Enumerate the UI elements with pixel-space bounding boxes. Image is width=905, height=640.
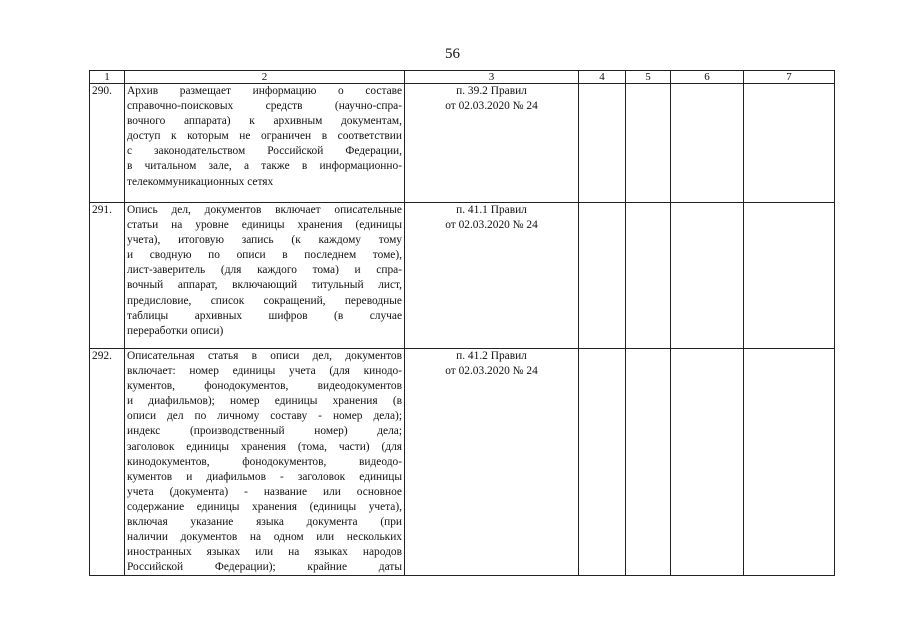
text-line: вочного аппарата) к архивным документам, [127, 115, 402, 128]
reference-line: от 02.03.2020 № 24 [445, 219, 538, 232]
text-line: индекс (производственный номер) дела; [127, 425, 402, 438]
row-number: 291. [90, 203, 125, 349]
text-line: статьи на уровне единицы хранения (единицы [127, 219, 402, 232]
text-line: включает: номер единицы учета (для кинодо- [127, 365, 402, 378]
requirement-text [125, 203, 405, 349]
text-line: таблицы архивных шифров (в случае [127, 309, 402, 322]
table-row [90, 203, 835, 349]
table-row [90, 349, 835, 576]
reference-line: от 02.03.2020 № 24 [445, 365, 538, 378]
text-line: Архив размещает информацию о составе [127, 85, 402, 97]
empty-cell [626, 84, 671, 203]
text-line: и сводную по описи в последнем томе), [127, 249, 402, 262]
text-line: предисловие, список сокращений, переводные [127, 294, 402, 307]
reference-line: п. 39.2 Правил [456, 85, 527, 97]
text-line: телекоммуникационных сетях [127, 175, 274, 188]
column-header: 5 [626, 71, 671, 84]
reference-line: от 02.03.2020 № 24 [445, 100, 538, 113]
column-header: 7 [744, 71, 835, 84]
row-number: 290. [90, 84, 125, 203]
text-line: учета), итоговую запись (к каждому тому [127, 234, 402, 247]
table-header-row [90, 71, 835, 84]
text-line: иностранных языках или на языках народов [127, 546, 402, 559]
text-line: включая указание языка документа (при [127, 516, 402, 529]
requirement-text [125, 349, 405, 576]
legal-reference [405, 349, 579, 576]
legal-reference [405, 84, 579, 203]
empty-cell [579, 349, 626, 576]
column-header: 3 [405, 71, 579, 84]
document-table [89, 70, 835, 576]
text-line: кументов и диафильмов - заголовок единицы [127, 470, 402, 483]
text-line: вочный аппарат, включающий титульный лист, [127, 279, 402, 292]
text-line: справочно-поисковых средств (научно-спра- [127, 100, 402, 113]
page-number: 56 [445, 46, 460, 62]
requirement-text [125, 84, 405, 203]
empty-cell [579, 203, 626, 349]
empty-cell [744, 349, 835, 576]
text-line: с законодательством Российской Федерации, [127, 145, 402, 158]
text-line: в читальном зале, а также в информационно- [127, 160, 402, 173]
empty-cell [671, 349, 744, 576]
text-line: наличии документов на одном или нескольких [127, 531, 402, 544]
column-header: 1 [90, 71, 125, 84]
empty-cell [671, 84, 744, 203]
text-line: переработки описи) [127, 324, 224, 337]
row-number: 292. [90, 349, 125, 576]
text-line: учета (документа) - название или основное [127, 485, 402, 498]
empty-cell [671, 203, 744, 349]
text-line: доступ к которым не ограничен в соответствии [127, 130, 402, 143]
column-header: 4 [579, 71, 626, 84]
empty-cell [579, 84, 626, 203]
text-line: Описательная статья в описи дел, документов [127, 350, 402, 362]
text-line: Опись дел, документов включает описательные [127, 204, 402, 216]
text-line: Российской Федерации); крайние даты [127, 561, 402, 574]
empty-cell [744, 84, 835, 203]
text-line: кументов, фонодокументов, видеодокументов [127, 380, 402, 393]
text-line: и диафильмов); номер единицы хранения (в [127, 395, 402, 408]
reference-line: п. 41.2 Правил [456, 350, 527, 362]
text-line: заголовок единицы хранения (тома, части) (для [127, 440, 402, 453]
column-header: 6 [671, 71, 744, 84]
legal-reference [405, 203, 579, 349]
text-line: лист-заверитель (для каждого тома) и спра- [127, 264, 402, 277]
reference-line: п. 41.1 Правил [456, 204, 527, 216]
text-line: содержание единицы хранения (единицы учета), [127, 500, 402, 513]
column-header: 2 [125, 71, 405, 84]
empty-cell [744, 203, 835, 349]
empty-cell [626, 349, 671, 576]
table-row [90, 84, 835, 203]
text-line: кинодокументов, фонодокументов, видеодо- [127, 455, 402, 468]
text-line: описи дел по личному составу - номер дела); [127, 410, 402, 423]
empty-cell [626, 203, 671, 349]
